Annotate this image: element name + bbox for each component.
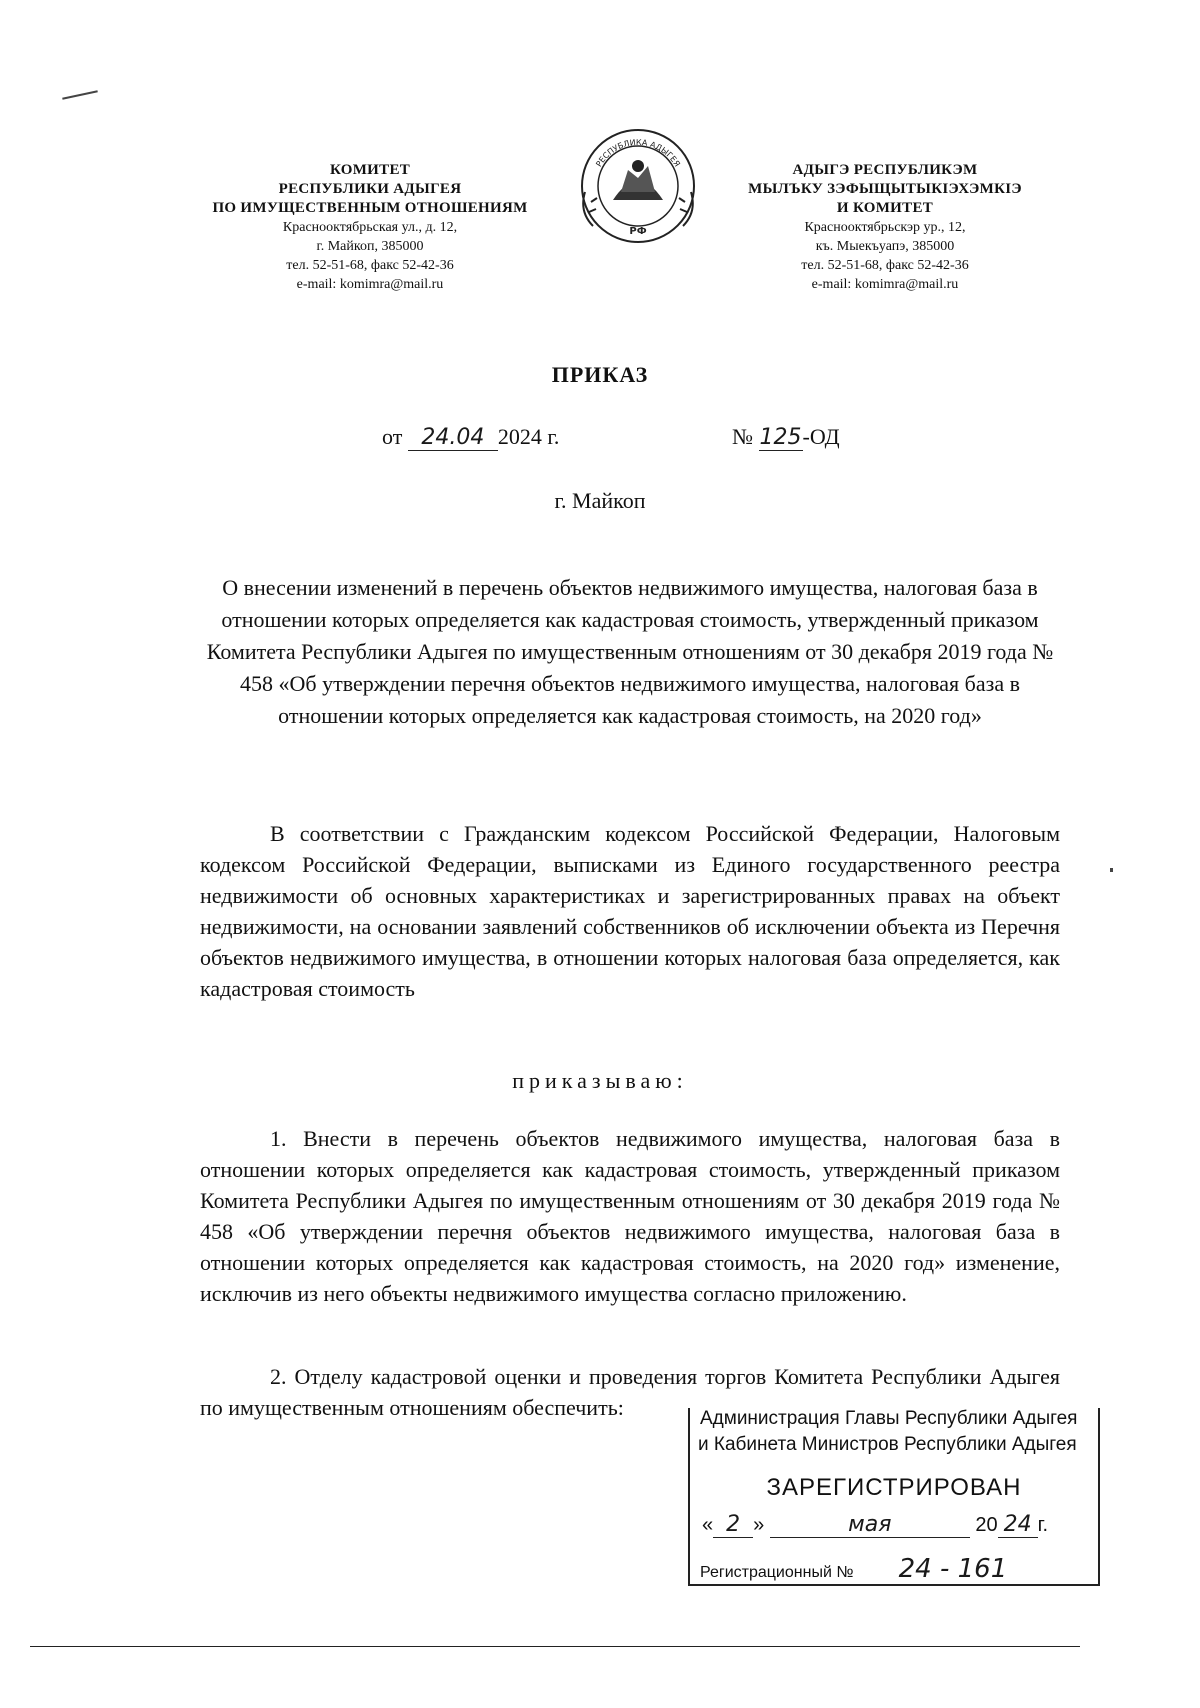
header-right-line1: АДЫГЭ РЕСПУБЛИКЭМ (792, 162, 978, 178)
coat-of-arms-emblem (573, 122, 703, 247)
header-right-block (720, 161, 1050, 294)
emblem-bottom-text: РФ (629, 226, 647, 237)
stamp-day: 2 (713, 1512, 753, 1538)
header-left-block (185, 161, 555, 294)
stamp-reg-row (700, 1554, 1048, 1585)
scan-mark (62, 90, 98, 99)
stamp-line2: и Кабинета Министров Республики Адыгея (698, 1434, 1077, 1455)
stamp-year-prefix: 20 (975, 1514, 998, 1536)
header-left-line3: ПО ИМУЩЕСТВЕННЫМ ОТНОШЕНИЯМ (212, 200, 528, 216)
header-right-line2: МЫЛЪКУ ЗЭФЫЩЫТЫКІЭХЭМКІЭ (748, 181, 1022, 197)
header-right-address1: Краснооктябрьскэр ур., 12, (804, 220, 966, 235)
header-left-address2: г. Майкоп, 385000 (316, 239, 424, 254)
date-handwritten: 24.04 (408, 425, 498, 451)
stamp-registered: ЗАРЕГИСТРИРОВАН (766, 1474, 1022, 1501)
registration-stamp (688, 1408, 1100, 1586)
stamp-date: « 2 » мая 20 24 г. (702, 1512, 1049, 1537)
header-left-line1: КОМИТЕТ (329, 162, 411, 178)
header-right-phone: тел. 52-51-68, факс 52-42-36 (801, 258, 969, 273)
stamp-year-end: г. (1037, 1514, 1049, 1536)
order-word: приказываю: (512, 1068, 688, 1093)
header-right-address2: къ. Мыекъуапэ, 385000 (815, 239, 955, 254)
date-suffix: 2024 г. (497, 424, 560, 449)
number-suffix: -ОД (802, 424, 840, 449)
stamp-reg-number: 24 - 161 (858, 1554, 1048, 1585)
document-title: ПРИКАЗ (551, 362, 649, 387)
header-left-address1: Краснооктябрьская ул., д. 12, (282, 220, 458, 235)
city-line: г. Майкоп (554, 488, 646, 513)
order-date (382, 424, 559, 451)
order-subject: О внесении изменений в перечень объектов недвижимого имущества, налоговая база в отношении которых определяется как кадастровая стоимость, утвержденный приказом Комитета Республики Адыгея по имущественным отношениям от 30 декабря 2019 года № 458 «Об утверждении перечня объектов недвижимого имущества, налоговая база в отношении которых определяется как кадастровая стоимость, на 2020 год» (206, 575, 1054, 728)
preamble-paragraph: В соответствии с Гражданским кодексом Российской Федерации, Налоговым кодексом Российской Федерации, выписками из Единого государственного реестра недвижимости об основных характеристиках и зарегистрированных правах на объект недвижимости, на основании заявлений собственников об исключении объекта из Перечня объектов недвижимого имущества, в отношении которых налоговая база определяется, как кадастровая стоимость (200, 821, 1060, 1001)
scan-mark (1110, 868, 1113, 872)
order-number (732, 424, 840, 451)
number-prefix: № (732, 424, 753, 449)
stamp-line1: Администрация Главы Республики Адыгея (700, 1408, 1078, 1429)
header-left-line2: РЕСПУБЛИКИ АДЫГЕЯ (278, 181, 462, 197)
date-prefix: от (382, 424, 403, 449)
emblem-ring-text: РЕСПУБЛИКА АДЫГЕЯ (594, 137, 682, 169)
item-2-paragraph: 2. Отделу кадастровой оценки и проведения торгов Комитета Республики Адыгея по имущественным отношениям обеспечить: (200, 1364, 1060, 1420)
header-left-phone: тел. 52-51-68, факс 52-42-36 (286, 258, 454, 273)
stamp-month: мая (770, 1512, 970, 1538)
header-right-email: e-mail: komimra@mail.ru (811, 277, 959, 292)
number-handwritten: 125 (759, 425, 802, 450)
stamp-reg-label: Регистрационный № (700, 1564, 854, 1581)
item-1-paragraph: 1. Внести в перечень объектов недвижимого имущества, налоговая база в отношении которых определяется как кадастровая стоимость, утвержденный приказом Комитета Республики Адыгея по имущественным отношениям от 30 декабря 2019 года № 458 «Об утверждении перечня объектов недвижимого имущества, налоговая база в отношении которых определяется как кадастровая стоимость, на 2020 год» изменение, исключив из него объекты недвижимого имущества согласно приложению. (200, 1126, 1060, 1306)
header-right-line3: И КОМИТЕТ (836, 200, 934, 216)
footer-rule (30, 1646, 1080, 1647)
header-left-email: e-mail: komimra@mail.ru (296, 277, 444, 292)
stamp-year-suffix: 24 (998, 1512, 1038, 1538)
